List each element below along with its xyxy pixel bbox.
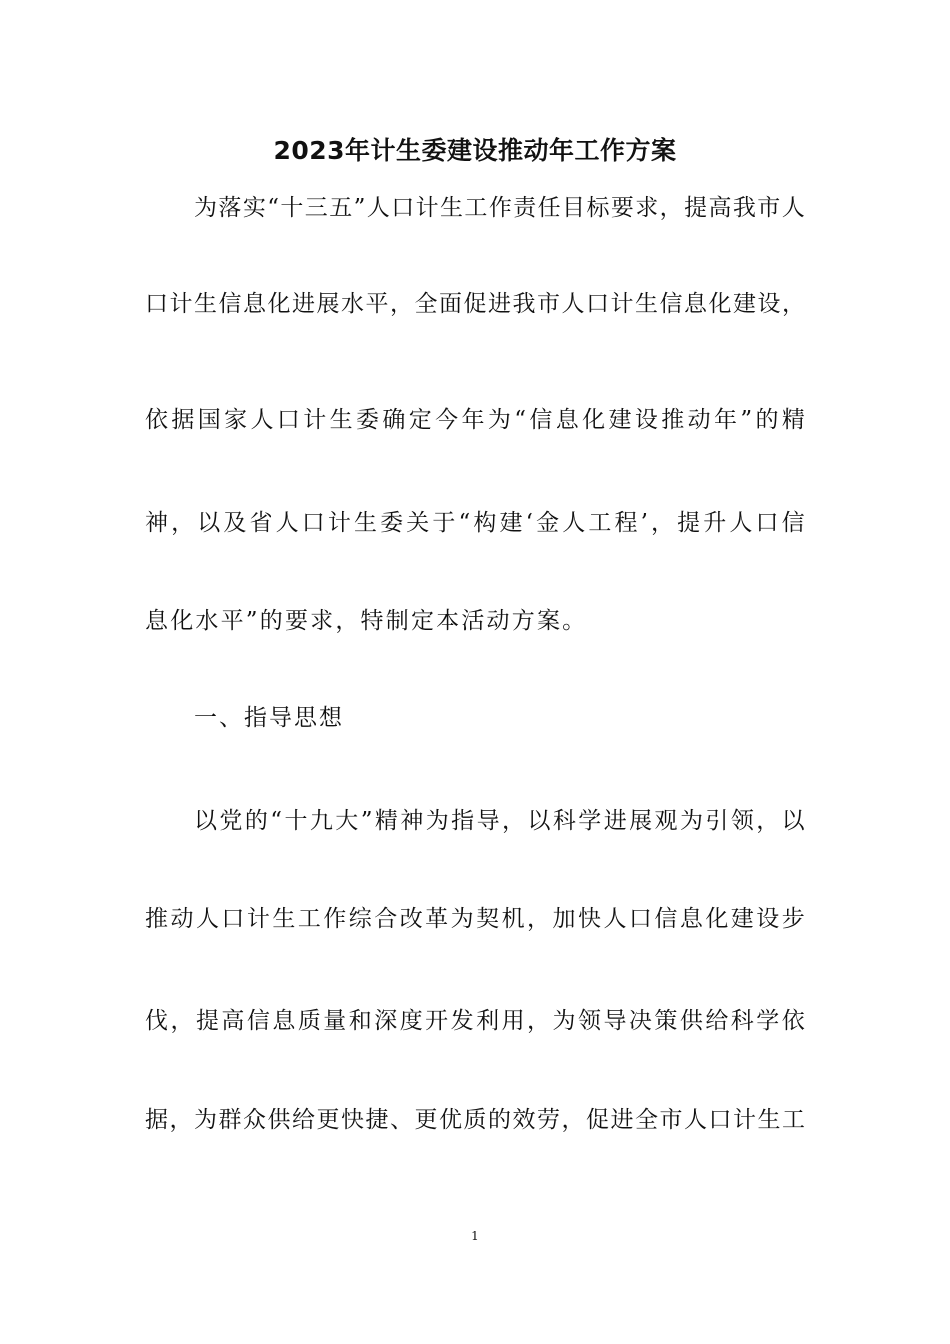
- text-char: 落: [218, 195, 242, 221]
- text-char: 学: [578, 808, 602, 834]
- text-char: 全: [414, 291, 438, 317]
- text-char: 以: [197, 510, 221, 536]
- text-char: 加: [552, 906, 576, 932]
- text-char: 信: [659, 291, 683, 317]
- text-char: 为: [450, 906, 474, 932]
- text-char: 发: [450, 1008, 474, 1034]
- text-char: “: [267, 195, 279, 221]
- text-char: 为: [552, 1008, 576, 1034]
- text-char: 为: [194, 195, 217, 221]
- text-char: 给: [292, 1107, 315, 1133]
- text-char: 实: [242, 195, 266, 221]
- text-char: 伐: [145, 1008, 168, 1034]
- text-char: 群: [218, 1107, 242, 1133]
- text-char: 人: [684, 1107, 707, 1133]
- text-char: 供: [679, 1008, 703, 1034]
- text-char: 化: [705, 906, 729, 932]
- text-char: 五: [329, 195, 353, 221]
- text-char: 和: [348, 1008, 372, 1034]
- text-char: 领: [577, 1008, 601, 1034]
- text-char: 以: [527, 808, 551, 834]
- text-char: ，: [756, 808, 780, 834]
- text-char: 定: [408, 407, 432, 433]
- section-line-3: [145, 1003, 805, 1039]
- text-char: 动: [687, 407, 711, 433]
- text-char: 任: [537, 195, 561, 221]
- page-title: 2023年计生委建设推动年工作方案: [273, 136, 677, 165]
- text-char: ，: [782, 291, 805, 317]
- text-char: 水: [341, 291, 364, 317]
- text-char: 口: [586, 291, 609, 317]
- text-char: 机: [501, 906, 525, 932]
- text-char: 人: [366, 195, 390, 221]
- text-char: 人: [275, 510, 299, 536]
- text-char: 精: [781, 407, 805, 433]
- text-char: 生: [354, 510, 377, 536]
- text-char: 进: [292, 291, 315, 317]
- text-char: 生: [757, 1107, 781, 1133]
- text-char: 口: [301, 510, 325, 536]
- text-char: 信: [654, 906, 678, 932]
- text-char: 众: [243, 1107, 266, 1133]
- text-char: 质: [463, 1107, 487, 1133]
- text-char: 设: [757, 291, 781, 317]
- text-char: 的: [755, 407, 779, 433]
- text-char: 息: [243, 291, 266, 317]
- text-char: 计: [415, 195, 439, 221]
- text-char: 策: [654, 1008, 678, 1034]
- text-char: 计: [303, 407, 327, 433]
- text-char: 依: [781, 1008, 805, 1034]
- text-char: 量: [323, 1008, 347, 1034]
- text-char: 科: [552, 808, 576, 834]
- text-char: 依: [145, 407, 168, 433]
- text-char: 导: [603, 1008, 627, 1034]
- text-char: 计: [169, 291, 193, 317]
- text-char: 我: [732, 195, 756, 221]
- text-char: 设: [756, 906, 780, 932]
- text-char: 生: [272, 906, 296, 932]
- text-char: 党: [219, 808, 243, 834]
- text-char: 为: [194, 1107, 217, 1133]
- text-char: 人: [195, 906, 219, 932]
- text-char: 快: [341, 1107, 364, 1133]
- text-char: 息: [272, 1008, 296, 1034]
- text-char: 优: [439, 1107, 462, 1133]
- text-char: 建: [730, 906, 754, 932]
- text-char: 今: [435, 407, 459, 433]
- text-char: 我: [512, 291, 536, 317]
- text-char: 作: [488, 195, 512, 221]
- intro-line-1: [194, 190, 805, 226]
- text-char: 神: [145, 510, 168, 536]
- text-char: 人: [603, 906, 627, 932]
- text-char: 指: [451, 808, 475, 834]
- text-char: 动: [170, 906, 194, 932]
- text-char: 要: [610, 195, 634, 221]
- text-char: 及: [223, 510, 247, 536]
- text-char: 人: [781, 195, 805, 221]
- text-char: ，: [169, 1107, 193, 1133]
- text-char: 委: [380, 510, 404, 536]
- text-char: 程: [614, 510, 638, 536]
- text-char: 决: [628, 1008, 652, 1034]
- text-char: 进: [488, 291, 511, 317]
- text-char: 劳: [537, 1107, 560, 1133]
- text-char: “: [458, 510, 471, 536]
- text-char: 供: [267, 1107, 291, 1133]
- text-char: 计: [733, 1107, 756, 1133]
- text-char: 口: [708, 1107, 732, 1133]
- text-char: 生: [194, 291, 217, 317]
- text-char: 提: [677, 510, 701, 536]
- text-char: 革: [425, 906, 449, 932]
- page-number: 1: [471, 1229, 479, 1243]
- text-char: 年: [461, 407, 485, 433]
- intro-line-5: 息化水平”的要求，特制定本活动方案。: [145, 608, 588, 634]
- text-char: 为: [425, 808, 449, 834]
- text-char: 口: [221, 906, 245, 932]
- text-char: ’: [640, 510, 648, 536]
- text-char: 综: [348, 906, 372, 932]
- text-char: 提: [195, 1008, 219, 1034]
- text-char: 口: [276, 407, 300, 433]
- text-char: 化: [267, 291, 291, 317]
- text-char: ，: [561, 1107, 585, 1133]
- text-char: 改: [399, 906, 423, 932]
- text-char: 信: [529, 407, 553, 433]
- section-heading: 一、指导思想: [194, 705, 344, 731]
- text-char: ，: [659, 195, 683, 221]
- text-char: 信: [781, 510, 805, 536]
- text-char: 市: [537, 291, 560, 317]
- text-char: 家: [224, 407, 248, 433]
- text-char: 工: [588, 510, 612, 536]
- text-char: 大: [335, 808, 359, 834]
- text-char: 更: [414, 1107, 438, 1133]
- text-char: 省: [249, 510, 273, 536]
- text-char: ，: [502, 808, 526, 834]
- text-char: 据: [145, 1107, 168, 1133]
- text-char: 契: [476, 906, 500, 932]
- text-char: 为: [487, 407, 511, 433]
- text-char: 合: [374, 906, 398, 932]
- text-char: 生: [635, 291, 658, 317]
- text-char: 建: [499, 510, 523, 536]
- text-char: 标: [586, 195, 610, 221]
- text-char: 口: [628, 906, 652, 932]
- section-line-1: [194, 803, 805, 839]
- text-char: 息: [555, 407, 579, 433]
- text-char: 、: [390, 1107, 413, 1133]
- text-char: 建: [608, 407, 632, 433]
- text-char: 化: [708, 291, 732, 317]
- text-char: 市: [659, 1107, 683, 1133]
- text-char: 推: [145, 906, 168, 932]
- text-char: “: [270, 808, 283, 834]
- text-char: 导: [476, 808, 500, 834]
- text-char: 人: [250, 407, 274, 433]
- text-char: 进: [603, 808, 627, 834]
- text-char: 利: [476, 1008, 500, 1034]
- text-char: 委: [356, 407, 379, 433]
- text-char: ，: [170, 1008, 194, 1034]
- text-char: 口: [755, 510, 779, 536]
- text-char: ，: [390, 291, 413, 317]
- text-char: 展: [316, 291, 340, 317]
- text-char: 建: [733, 291, 756, 317]
- text-char: 据: [171, 407, 195, 433]
- text-char: 十: [284, 808, 308, 834]
- text-char: 用: [501, 1008, 525, 1034]
- text-char: 提: [684, 195, 708, 221]
- text-char: 息: [684, 291, 707, 317]
- text-char: 工: [782, 1107, 805, 1133]
- text-char: 全: [635, 1107, 658, 1133]
- text-char: 人: [729, 510, 753, 536]
- text-char: 作: [323, 906, 347, 932]
- text-char: 步: [781, 906, 805, 932]
- text-char: ，: [171, 510, 195, 536]
- text-char: 人: [562, 510, 586, 536]
- text-char: 金: [536, 510, 560, 536]
- text-char: 领: [730, 808, 754, 834]
- text-char: 计: [327, 510, 351, 536]
- text-char: 科: [730, 1008, 754, 1034]
- section-line-2: [145, 901, 805, 937]
- text-char: ”: [353, 195, 366, 221]
- text-char: 于: [432, 510, 456, 536]
- text-char: ”: [360, 808, 373, 834]
- text-char: 生: [440, 195, 463, 221]
- text-char: 构: [473, 510, 497, 536]
- text-char: 工: [464, 195, 488, 221]
- text-char: 九: [309, 808, 333, 834]
- text-char: 生: [329, 407, 353, 433]
- text-char: 的: [244, 808, 268, 834]
- text-char: 观: [654, 808, 678, 834]
- text-char: 十: [280, 195, 304, 221]
- text-char: 促: [463, 291, 487, 317]
- text-char: 为: [679, 808, 703, 834]
- text-char: 关: [406, 510, 430, 536]
- text-char: 信: [246, 1008, 270, 1034]
- text-char: 以: [781, 808, 805, 834]
- text-char: ‘: [525, 510, 533, 536]
- text-char: 深: [374, 1008, 398, 1034]
- text-char: 人: [561, 291, 585, 317]
- text-char: 神: [400, 808, 424, 834]
- section-line-4: [145, 1102, 805, 1138]
- text-char: 目: [562, 195, 586, 221]
- text-char: 给: [705, 1008, 729, 1034]
- text-char: 度: [399, 1008, 423, 1034]
- text-char: 确: [382, 407, 406, 433]
- text-char: 责: [513, 195, 537, 221]
- text-char: 计: [246, 906, 270, 932]
- intro-line-3: [145, 402, 805, 438]
- text-char: 引: [705, 808, 729, 834]
- text-char: 学: [756, 1008, 780, 1034]
- text-char: 口: [145, 291, 168, 317]
- text-char: 化: [582, 407, 606, 433]
- text-char: 信: [218, 291, 242, 317]
- text-char: 更: [316, 1107, 340, 1133]
- text-char: 进: [610, 1107, 634, 1133]
- text-char: 高: [221, 1008, 245, 1034]
- text-char: 年: [714, 407, 738, 433]
- text-char: 设: [634, 407, 658, 433]
- text-char: 工: [297, 906, 321, 932]
- text-char: 面: [439, 291, 462, 317]
- text-char: 促: [586, 1107, 609, 1133]
- text-char: 开: [425, 1008, 449, 1034]
- text-char: 捷: [365, 1107, 389, 1133]
- text-char: 高: [708, 195, 732, 221]
- text-char: 以: [194, 808, 217, 834]
- text-char: 求: [635, 195, 659, 221]
- text-char: ，: [527, 1008, 551, 1034]
- text-char: 计: [610, 291, 634, 317]
- text-char: ”: [740, 407, 753, 433]
- text-char: 平: [365, 291, 389, 317]
- text-char: 展: [629, 808, 653, 834]
- text-char: 质: [297, 1008, 321, 1034]
- text-char: 国: [197, 407, 221, 433]
- text-char: 推: [661, 407, 685, 433]
- text-char: 市: [757, 195, 781, 221]
- text-char: 的: [488, 1107, 511, 1133]
- text-char: ，: [527, 906, 551, 932]
- text-char: 口: [391, 195, 415, 221]
- intro-line-2: [145, 286, 805, 322]
- text-char: 升: [703, 510, 727, 536]
- intro-line-4: [145, 505, 805, 541]
- text-char: 效: [512, 1107, 536, 1133]
- text-char: ，: [651, 510, 675, 536]
- text-char: “: [514, 407, 527, 433]
- text-char: 三: [304, 195, 328, 221]
- text-char: 息: [679, 906, 703, 932]
- text-char: 精: [374, 808, 398, 834]
- text-char: 快: [577, 906, 601, 932]
